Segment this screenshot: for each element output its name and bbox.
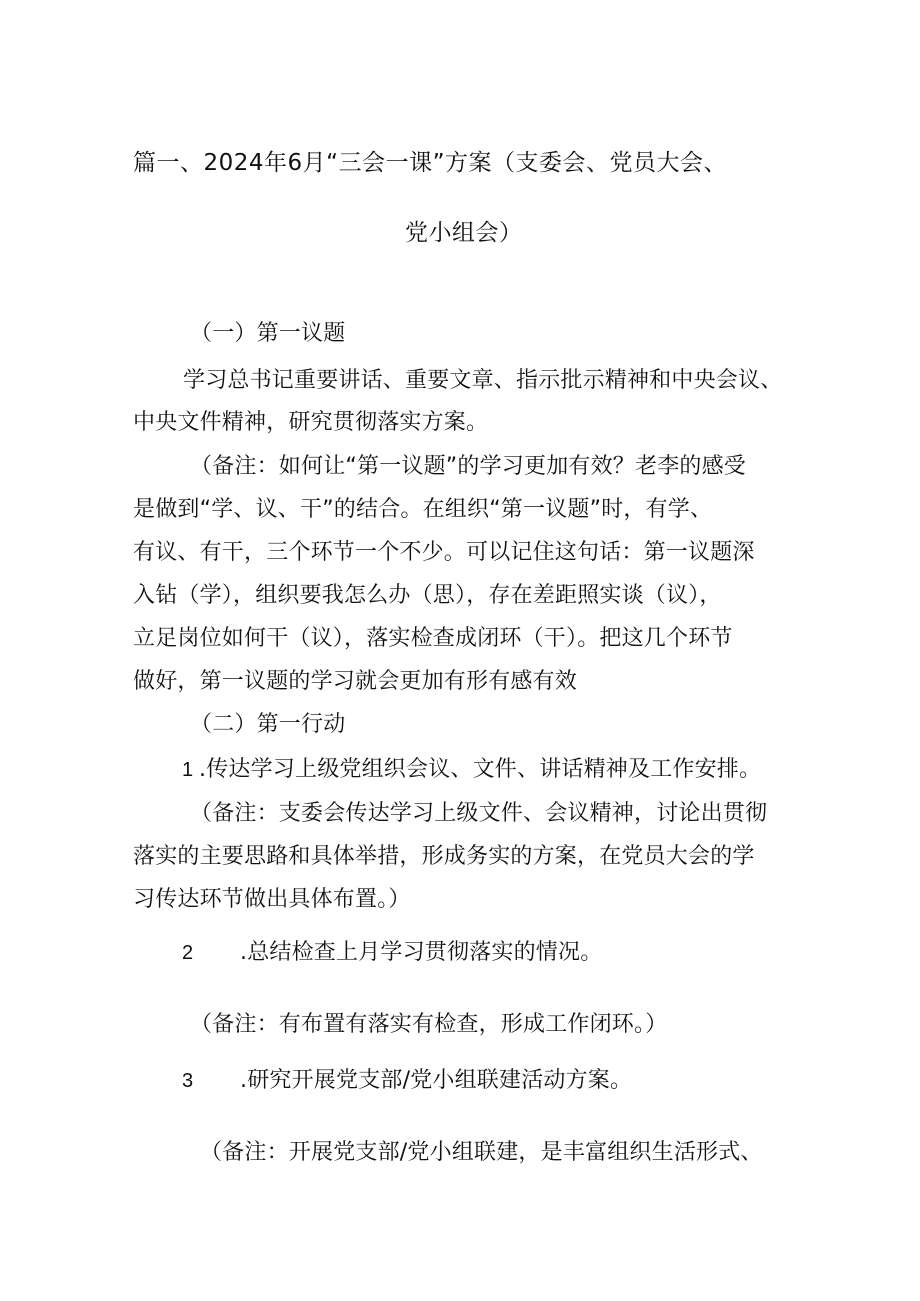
section-1-note-line: 立足岗位如何干（议），落实检查成闭环（干）。把这几个环节 [133, 626, 733, 651]
section-1-paragraph-line: 学习总书记重要讲话、重要文章、指示批示精神和中央会议、 [183, 368, 783, 393]
item-3-note-line: （备注：开展党支部/党小组联建，是丰富组织生活形式、 [200, 1140, 763, 1165]
item-2-note: （备注：有布置有落实有检查，形成工作闭环。） [190, 1012, 668, 1037]
section-1-heading: （一）第一议题 [190, 321, 346, 346]
section-1-note-line: 做好，第一议题的学习就会更加有形有感有效 [133, 669, 578, 694]
item-1-number: 1 [182, 759, 194, 781]
item-3-text: .研究开展党支部/党小组联建活动方案。 [240, 1068, 633, 1093]
document-title-line-2: 党小组会） [405, 220, 523, 246]
item-1-note-line: 习传达环节做出具体布置。） [133, 887, 411, 912]
item-1-text: .传达学习上级党组织会议、文件、讲话精神及工作安排。 [199, 757, 762, 782]
section-1-note-line: 是做到“学、议、干”的结合。在组织“第一议题”时，有学、 [133, 497, 713, 522]
section-1-note-line: 入钻（学），组织要我怎么办（思），存在差距照实谈（议）， [133, 583, 722, 608]
item-1-note-line: 落实的主要思路和具体举措，形成务实的方案，在党员大会的学 [133, 844, 755, 869]
section-1-note-line: （备注：如何让“第一议题”的学习更加有效？老李的感受 [190, 454, 746, 479]
item-1-note-line: （备注：支委会传达学习上级文件、会议精神，讨论出贯彻 [190, 801, 768, 826]
section-1-paragraph-line: 中央文件精神，研究贯彻落实方案。 [133, 410, 489, 435]
item-2-text: .总结检查上月学习贯彻落实的情况。 [240, 940, 603, 965]
document-title-line-1: 篇一、2024年6月“三会一课”方案（支委会、党员大会、 [133, 150, 727, 176]
section-1-note-line: 有议、有干，三个环节一个不少。可以记住这句话：第一议题深 [133, 540, 755, 565]
item-3-number: 3 [182, 1070, 194, 1092]
item-2-number: 2 [182, 942, 194, 964]
section-2-heading: （二）第一行动 [190, 712, 346, 737]
